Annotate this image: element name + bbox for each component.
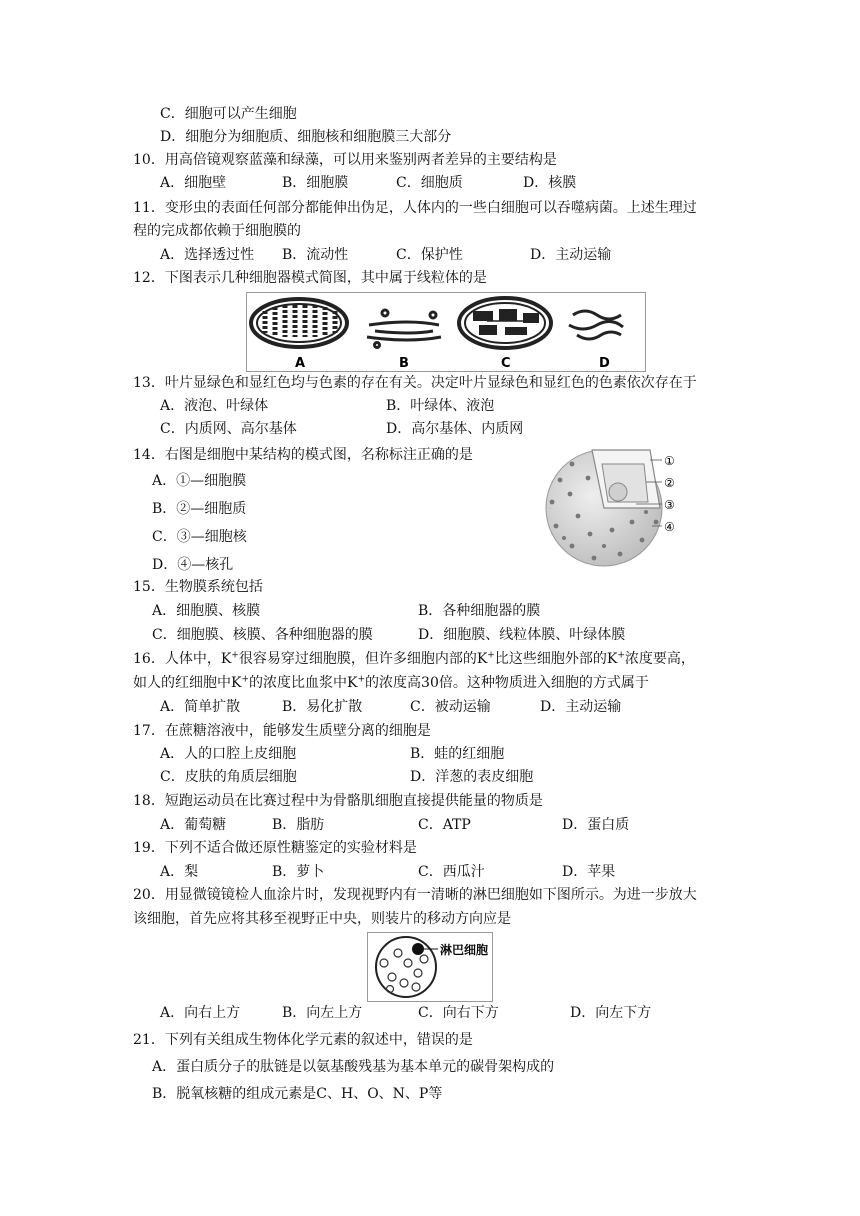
q10-option-b: B．细胞膜 (282, 175, 349, 191)
q21-option-b: B．脱氧核糖的组成元素是C、H、O、N、P等 (152, 1086, 443, 1102)
q18-option-a: A．葡萄糖 (160, 817, 227, 833)
nucleus-label-4: ④ (664, 520, 675, 534)
q14-stem: 14．右图是细胞中某结构的模式图，名称标注正确的是 (133, 447, 473, 463)
q9-option-c: C．细胞可以产生细胞 (160, 106, 297, 122)
q20-option-c: C．向右下方 (418, 1005, 499, 1021)
q20-option-d: D．向左下方 (570, 1005, 652, 1021)
q20-stem-line2: 该细胞，首先应将其移至视野正中央，则装片的移动方向应是 (133, 911, 511, 927)
q10-stem: 10．用高倍镜观察蓝藻和绿藻，可以用来鉴别两者差异的主要结构是 (133, 152, 557, 168)
q11-option-a: A．选择透过性 (160, 247, 255, 263)
q16-option-c: C．被动运输 (410, 699, 491, 715)
nucleus-label-1: ① (664, 454, 675, 468)
q16-option-d: D．主动运输 (540, 699, 622, 715)
q11-option-c: C．保护性 (396, 247, 463, 263)
q18-option-b: B．脂肪 (272, 817, 325, 833)
q16-text-6: 的浓度比血浆中K (249, 675, 358, 691)
q20-stem-line1: 20．用显微镜镜检人血涂片时，发现视野内有一清晰的淋巴细胞如下图所示。为进一步放大 (133, 887, 697, 903)
q15-option-a: A．细胞膜、核膜 (152, 603, 261, 619)
q17-option-c: C．皮肤的角质层细胞 (160, 769, 297, 785)
q13-option-c: C．内质网、高尔基体 (160, 421, 297, 437)
q20-option-a: A．向右上方 (160, 1005, 241, 1021)
q10-option-d: D．核膜 (523, 175, 577, 191)
q15-option-c: C．细胞膜、核膜、各种细胞器的膜 (152, 627, 373, 643)
organelle-b-golgi-shape (367, 310, 441, 348)
q16-option-a: A．简单扩散 (160, 699, 241, 715)
organelle-d-er-shape (569, 311, 623, 339)
q12-stem: 12．下图表示几种细胞器模式简图，其中属于线粒体的是 (133, 270, 487, 286)
q15-stem: 15．生物膜系统包括 (133, 579, 263, 595)
q16-stem-line2 (133, 673, 649, 693)
q16-option-b: B．易化扩散 (282, 699, 363, 715)
q17-option-a: A．人的口腔上皮细胞 (160, 746, 297, 762)
q19-option-b: B．萝卜 (272, 864, 325, 880)
q19-option-d: D．苹果 (562, 864, 616, 880)
q19-stem: 19．下列不适合做还原性糖鉴定的实验材料是 (133, 840, 417, 856)
q19-option-a: A．梨 (160, 864, 199, 880)
q10-option-a: A．细胞壁 (160, 175, 227, 191)
q16-text-7: 的浓度高30倍。这种物质进入细胞的方式属于 (365, 675, 649, 691)
q13-option-d: D．高尔基体、内质网 (386, 421, 524, 437)
q16-stem-line1 (133, 649, 695, 669)
q15-option-d: D．细胞膜、线粒体膜、叶绿体膜 (418, 627, 626, 643)
nucleus-figure (532, 442, 712, 568)
q11-option-b: B．流动性 (282, 247, 349, 263)
organelle-label-a: A (295, 356, 306, 371)
q17-option-d: D．洋葱的表皮细胞 (410, 769, 534, 785)
superscript: + (617, 650, 625, 661)
superscript: + (241, 674, 250, 685)
q16-text-2: 很容易穿过细胞膜，但许多细胞内部的K (238, 651, 488, 667)
q11-stem-line2: 程的完成都依赖于细胞膜的 (133, 223, 301, 239)
q17-stem: 17．在蔗糖溶液中，能够发生质壁分离的细胞是 (133, 723, 431, 739)
superscript: + (487, 650, 495, 661)
organelle-label-b: B (399, 356, 409, 371)
q14-option-c: C．③—细胞核 (152, 529, 247, 545)
q16-text-1: 16．人体中，K (133, 651, 232, 667)
q18-option-d: D．蛋白质 (562, 817, 630, 833)
q18-stem: 18．短跑运动员在比赛过程中为骨骼肌细胞直接提供能量的物质是 (133, 793, 543, 809)
organelle-a-mitochondrion-shape (251, 299, 347, 347)
q16-text-5: 如人的红细胞中K (133, 675, 242, 691)
organelle-diagram (247, 293, 645, 371)
microscope-field-figure (367, 932, 493, 1002)
q21-stem: 21．下列有关组成生物体化学元素的叙述中，错误的是 (133, 1032, 473, 1048)
organelle-figure (246, 292, 646, 372)
organelle-label-c: C (501, 356, 511, 371)
q13-option-a: A．液泡、叶绿体 (160, 398, 269, 414)
q14-option-a: A．①—细胞膜 (152, 473, 247, 489)
superscript: + (231, 650, 239, 661)
q14-option-d: D．④—核孔 (152, 557, 234, 573)
organelle-label-d: D (599, 356, 610, 371)
q18-option-c: C．ATP (418, 817, 471, 833)
q10-option-c: C．细胞质 (396, 175, 463, 191)
q19-option-c: C．西瓜汁 (418, 864, 485, 880)
nucleus-diagram (532, 442, 712, 568)
q15-option-b: B．各种细胞器的膜 (418, 603, 541, 619)
q16-text-3: 比这些细胞外部的K (494, 651, 618, 667)
q11-option-d: D．主动运输 (530, 247, 612, 263)
q21-option-a: A．蛋白质分子的肽链是以氨基酸残基为基本单元的碳骨架构成的 (152, 1059, 555, 1075)
nucleus-label-2: ② (664, 476, 675, 490)
organelle-c-chloroplast-shape (459, 298, 551, 348)
q16-text-4: 浓度要高， (624, 651, 695, 667)
lymphocyte-label: 淋巴细胞 (440, 943, 489, 957)
nucleus-label-3: ③ (664, 498, 675, 512)
microscope-field-diagram (368, 933, 492, 1001)
superscript: + (357, 674, 366, 685)
q14-option-b: B．②—细胞质 (152, 501, 247, 517)
q13-stem: 13．叶片显绿色和显红色均与色素的存在有关。决定叶片显绿色和显红色的色素依次存在于 (133, 375, 697, 391)
q20-option-b: B．向左上方 (282, 1005, 363, 1021)
q13-option-b: B．叶绿体、液泡 (386, 398, 495, 414)
q9-option-d: D．细胞分为细胞质、细胞核和细胞膜三大部分 (160, 129, 452, 145)
q17-option-b: B．蛙的红细胞 (410, 746, 505, 762)
q11-stem-line1: 11．变形虫的表面任何部分都能伸出伪足，人体内的一些白细胞可以吞噬病菌。上述生理过 (133, 200, 697, 216)
